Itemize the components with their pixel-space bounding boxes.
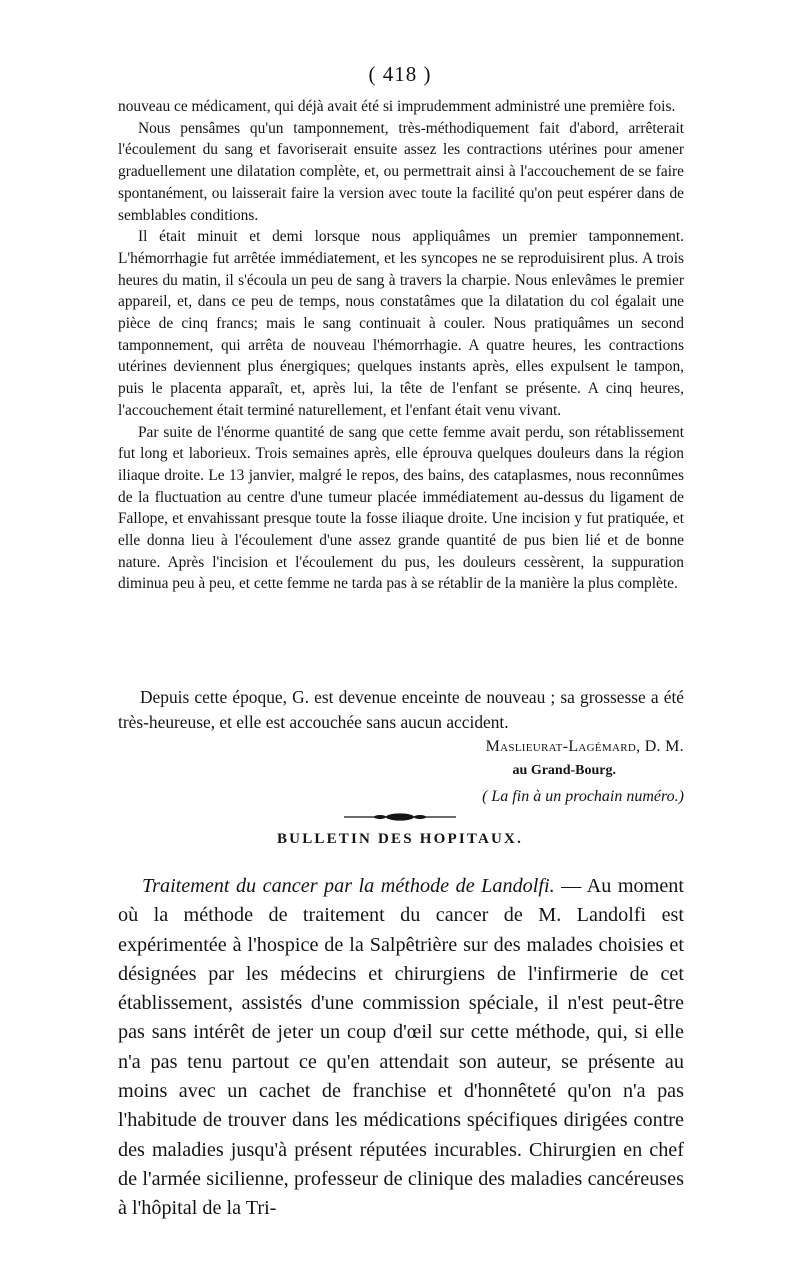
continuation-note: ( La fin à un prochain numéro.) bbox=[482, 788, 684, 805]
paragraph-landolfi bbox=[118, 872, 684, 1224]
closing-paragraph-block bbox=[118, 685, 684, 735]
bulletin-text bbox=[118, 872, 684, 1224]
case-report-text bbox=[118, 96, 684, 595]
ornamental-rule bbox=[344, 810, 456, 824]
article-title: Traitement du cancer par la méthode de Landolfi. bbox=[142, 875, 555, 897]
paragraph-closing: Depuis cette époque, G. est devenue enceinte de nouveau ; sa grossesse a été très-heureuse, et elle est accouchée sans aucun accident. bbox=[118, 687, 684, 732]
author-signature: Maslieurat-Lagémard, D. M. bbox=[485, 738, 684, 755]
author-location: au Grand-Bourg. bbox=[512, 763, 616, 778]
paragraph-night-events: Il était minuit et demi lorsque nous appliquâmes un premier tamponnement. L'hémorrhagie fut arrêtée immédiatement, et les syncopes ne se reproduisirent plus. A trois heures du matin, il s'écoula un peu de sang à travers la charpie. Nous enlevâmes le premier appareil, et, dans ce peu de temps, nous constatâmes que la dilatation du col égalait une pièce de cinq francs; mais le sang continuait à couler. Nous pratiquâmes un second tamponnement, qui arrêta de nouveau l'hémorrhagie. A quatre heures, les contractions utérines deviennent plus énergiques; quelques instants après, elles expulsent le tampon, puis le placenta apparaît, et, après lui, la tête de l'enfant se présente. A cinq heures, l'accouchement était terminé naturellement, et l'enfant était venu vivant. bbox=[118, 228, 684, 419]
article-body: — Au moment où la méthode de traitement du cancer de M. Landolfi est expérimentée à l'hospice de la Salpêtrière sur des malades choisies et désignées par les médecins et chirurgiens de l'infirmerie de cet établissement, assistés d'une commission spéciale, il n'est peut-être pas sans intérêt de jeter un coup d'œil sur cette méthode, qui, si elle n'a pas tenu partout ce qu'en attendait son auteur, se présente au moins avec un cachet de franchise et d'honnêteté qu'on n'a pas l'habitude de trouver dans les médications spécifiques dirigées contre des maladies jusqu'à présent réputées incurables. Chirurgien en chef de l'armée sicilienne, professeur de clinique des maladies cancéreuses à l'hôpital de la Tri- bbox=[118, 875, 684, 1220]
section-heading: BULLETIN DES HOPITAUX. bbox=[276, 831, 524, 847]
page-number: ( 418 ) bbox=[368, 62, 432, 86]
paragraph-continuation: nouveau ce médicament, qui déjà avait été si imprudemment administré une première fois. bbox=[118, 98, 676, 115]
paragraph-recovery: Par suite de l'énorme quantité de sang que cette femme avait perdu, son rétablissement fut long et laborieux. Trois semaines après, elle éprouva quelques douleurs dans la région iliaque droite. Le 13 janvier, malgré le repos, des bains, des cataplasmes, nous reconnûmes de la fluctuation au centre d'une tumeur placée immédiatement au-dessus du ligament de Fallope, et envahissant presque toute la fosse iliaque droite. Une incision y fut pratiquée, et elle donna lieu à l'écoulement d'une assez grande quantité de pus bien lié et de bonne nature. Après l'incision et l'écoulement du pus, les douleurs cessèrent, la suppuration diminua peu à peu, et cette femme ne tarda pas à se rétablir de la manière la plus complète. bbox=[118, 423, 684, 593]
paragraph-tamponnement: Nous pensâmes qu'un tamponnement, très-méthodiquement fait d'abord, arrêterait l'écoulement du sang et favoriserait ensuite assez les contractions utérines pour amener graduellement une dilatation complète, et, ou permettrait ainsi à l'accouchement de se faire spontanément, ou laisserait faire la version avec toute la facilité qu'on peut espérer dans de semblables conditions. bbox=[118, 119, 684, 224]
